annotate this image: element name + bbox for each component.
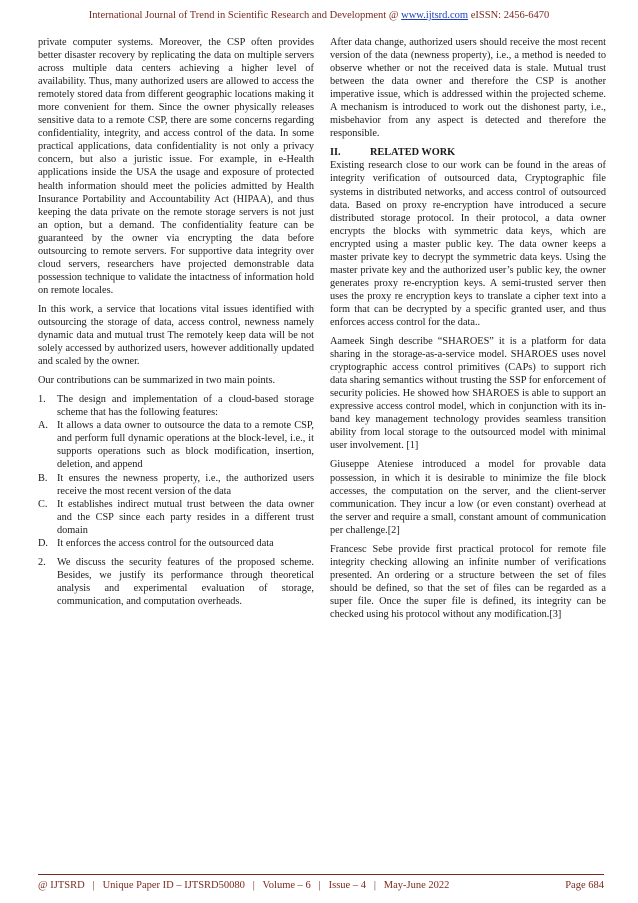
running-header xyxy=(0,10,638,21)
list-item-text: We discuss the security features of the proposed scheme. Besides, we justify its performance through theoretical analysis and experimental evaluation of storage, communication, and computation overheads. xyxy=(57,556,314,607)
list-marker: D. xyxy=(38,537,49,549)
running-footer xyxy=(38,880,604,891)
paragraph: Aameek Singh describe “SHAROES” it is a platform for data sharing in the storage-as-a-service model. SHAROES uses novel cryptographic access control primitives (CAPs) to support rich data sharing semantics without trusting the SSP for enforcement of security policies. He showed how SHAROES is able to support an expressive access control model, which in conjunction with its in-band key management technology provides seamless transition ability from local storage to the outsourced model with minimal user involvement. [1] xyxy=(330,336,606,452)
list-item-text: The design and implementation of a cloud-based storage scheme that has the following features: xyxy=(57,394,314,419)
list-marker: A. xyxy=(38,420,49,432)
journal-url-link[interactable]: www.ijtsrd.com xyxy=(401,10,469,21)
list-item xyxy=(38,537,314,550)
section-heading xyxy=(330,146,606,159)
list-marker: C. xyxy=(38,498,48,510)
paragraph: In this work, a service that locations vital issues identified with outsourcing the storage of data, access control, newness namely dynamic data and mutual trust The remotely keep data will be not solely accessed by authorized users, however additionally updated and scaled by the owner. xyxy=(38,303,314,368)
paragraph: Francesc Sebe provide first practical protocol for remote file integrity checking allowing an infinite number of verifications presented. An ordering or a structure between the set of files should be defined, so that the set of files can be regarded as a super file. Once the super file is defined, its integrity can be checked using his protocol without any modification.[3] xyxy=(330,543,606,620)
right-column xyxy=(330,36,606,627)
section-number: II. xyxy=(330,147,341,159)
list-item xyxy=(38,393,314,419)
paragraph: Giuseppe Ateniese introduced a model for provable data possession, in which it is desirable to minimize the file block accesses, the computation on the server, and the client-server communication. They incur a low (or even constant) overhead at the server and require a small, constant amount of communication per challenge.[2] xyxy=(330,459,606,536)
journal-name: International Journal of Trend in Scientific Research and Development @ xyxy=(88,10,402,21)
list-item-text: It ensures the newness property, i.e., the authorized users receive the most recent version of the data xyxy=(57,472,314,497)
page-number: Page 684 xyxy=(565,880,604,891)
list-marker: B. xyxy=(38,472,48,484)
list-marker: 1. xyxy=(38,394,46,406)
paragraph: After data change, authorized users should receive the most recent version of the data (newness property), i.e., a method is needed to observe whether or not the received data is stale. Mutual trust between the data owner and therefore the CSP is another imperative issue, which is addressed within the projected scheme. A mechanism is introduced to work out the dishonest party, i.e., misbehavior from any aspect is detected and therefore the responsible. xyxy=(330,37,606,140)
list-item xyxy=(38,556,314,608)
left-column xyxy=(38,36,314,614)
footer-divider xyxy=(38,874,604,875)
contributions-list xyxy=(38,393,314,608)
list-item xyxy=(38,419,314,471)
list-item-text: It enforces the access control for the outsourced data xyxy=(57,537,274,549)
list-item xyxy=(38,472,314,498)
list-item-text: It establishes indirect mutual trust between the data owner and the CSP since each party resides in a different trust domain xyxy=(57,498,314,536)
section-title: RELATED WORK xyxy=(370,147,456,159)
list-marker: 2. xyxy=(38,556,46,568)
issn: eISSN: 2456-6470 xyxy=(468,10,550,21)
footer-info: @ IJTSRD | Unique Paper ID – IJTSRD50080 | Volume – 6 | Issue – 4 | May-June 2022 xyxy=(38,880,450,891)
paragraph: Our contributions can be summarized in two main points. xyxy=(38,375,276,387)
paragraph: Existing research close to our work can be found in the areas of integrity verification of outsourced data, Cryptographic file systems in distributed networks, and access control of outsourced data. Based on proxy re-encryption have introduced a secure distributed storage protocol. In their protocol, a data owner encrypts the blocks with symmetric data keys, which are encrypted using a master public key. The data owner keeps a master private key to decrypt the symmetric data keys. Using the master private key and the authorized user’s public key, the owner generates proxy re-encryption keys. A semi-trusted server then uses the proxy re encryption keys to translate a cipher text into a form that can be decrypted by a specific granted user, and thus enforces access control for the data.. xyxy=(330,160,606,328)
list-item-text: It allows a data owner to outsource the data to a remote CSP, and perform full dynamic operations at the block-level, i.e., it supports operations such as block modification, insertion, deletion, and append xyxy=(57,420,314,471)
paragraph: private computer systems. Moreover, the CSP often provides better disaster recovery by replicating the data on multiple servers across multiple data centers achieving a higher level of availability. Thus, many authorized users are allowed to access the remotely stored data from different geographic locations making it more convenient for them. Since the owner physically releases sensitive data to a remote CSP, there are some concerns regarding confidentiality, integrity, and access control of the data. In some practical applications, data confidentiality is not only a privacy concern, but also a juristic issue. For example, in e-Health applications inside the USA the usage and exposure of protected health information should meet the policies admitted by Health Insurance Portability and Accountability Act (HIPAA), and thus keeping the data private on the remote storage servers is not just an option, but a demand. The confidentiality feature can be guaranteed by the owner via encrypting the data before outsourcing to remote servers. For supportive data integrity over cloud servers, researchers have projected demonstrable data possession technique to validate the intactness of information hold on remote locales. xyxy=(38,37,314,296)
list-item xyxy=(38,498,314,537)
